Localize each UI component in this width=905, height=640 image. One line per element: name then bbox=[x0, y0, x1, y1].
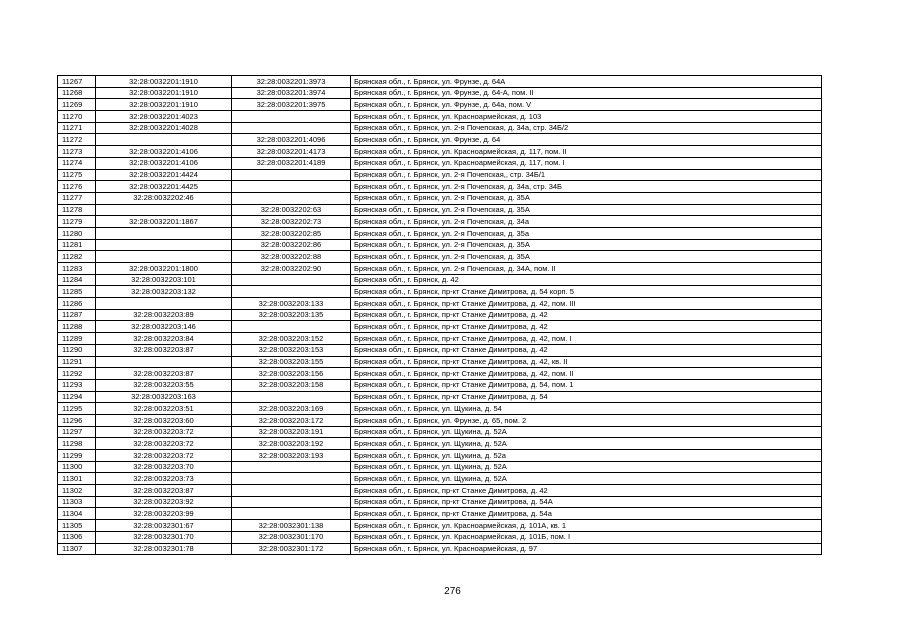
address-cell: Брянская обл., г. Брянск, д. 42 bbox=[351, 274, 822, 286]
address-cell: Брянская обл., г. Брянск, пр-кт Станке Димитрова, д. 42 bbox=[351, 309, 822, 321]
table-row bbox=[58, 157, 822, 169]
row-number-cell: 11294 bbox=[58, 391, 96, 403]
object-cadastral-number-cell bbox=[232, 321, 351, 333]
table-row bbox=[58, 192, 822, 204]
table-row bbox=[58, 251, 822, 263]
row-number-cell: 11281 bbox=[58, 239, 96, 251]
table-row bbox=[58, 76, 822, 88]
row-number-cell: 11272 bbox=[58, 134, 96, 146]
cadastral-number-cell: 32:28:0032201:1800 bbox=[96, 263, 232, 275]
table-row bbox=[58, 111, 822, 123]
address-cell: Брянская обл., г. Брянск, пр-кт Станке Димитрова, д. 54, пом. 1 bbox=[351, 379, 822, 391]
cadastral-number-cell bbox=[96, 298, 232, 310]
cadastral-number-cell: 32:28:0032203:132 bbox=[96, 286, 232, 298]
cadastral-number-cell: 32:28:0032203:70 bbox=[96, 461, 232, 473]
cadastral-number-cell: 32:28:0032202:46 bbox=[96, 192, 232, 204]
row-number-cell: 11270 bbox=[58, 111, 96, 123]
address-cell: Брянская обл., г. Брянск, пр-кт Станке Димитрова, д. 42, пом. I bbox=[351, 333, 822, 345]
row-number-cell: 11268 bbox=[58, 87, 96, 99]
row-number-cell: 11307 bbox=[58, 543, 96, 555]
table-row bbox=[58, 450, 822, 462]
object-cadastral-number-cell: 32:28:0032201:3975 bbox=[232, 99, 351, 111]
object-cadastral-number-cell bbox=[232, 274, 351, 286]
address-cell: Брянская обл., г. Брянск, ул. Щукина, д. 52А bbox=[351, 461, 822, 473]
cadastral-number-cell: 32:28:0032203:73 bbox=[96, 473, 232, 485]
row-number-cell: 11300 bbox=[58, 461, 96, 473]
address-cell: Брянская обл., г. Брянск, ул. Красноармейская, д. 117, пом. I bbox=[351, 157, 822, 169]
cadastral-number-cell: 32:28:0032203:72 bbox=[96, 450, 232, 462]
address-cell: Брянская обл., г. Брянск, ул. 2-я Почепская, д. 35А bbox=[351, 239, 822, 251]
object-cadastral-number-cell: 32:28:0032201:4189 bbox=[232, 157, 351, 169]
row-number-cell: 11303 bbox=[58, 496, 96, 508]
table-row bbox=[58, 473, 822, 485]
object-cadastral-number-cell bbox=[232, 461, 351, 473]
address-cell: Брянская обл., г. Брянск, ул. 2-я Почепская, д. 34А, пом. II bbox=[351, 263, 822, 275]
cadastral-number-cell: 32:28:0032201:4106 bbox=[96, 157, 232, 169]
registry-table-body bbox=[58, 76, 822, 555]
table-row bbox=[58, 333, 822, 345]
table-row bbox=[58, 403, 822, 415]
registry-table bbox=[57, 75, 822, 555]
address-cell: Брянская обл., г. Брянск, пр-кт Станке Димитрова, д. 42 bbox=[351, 321, 822, 333]
object-cadastral-number-cell: 32:28:0032203:169 bbox=[232, 403, 351, 415]
cadastral-number-cell: 32:28:0032203:84 bbox=[96, 333, 232, 345]
object-cadastral-number-cell: 32:28:0032202:88 bbox=[232, 251, 351, 263]
table-row bbox=[58, 321, 822, 333]
page-number: 276 bbox=[444, 586, 461, 597]
object-cadastral-number-cell: 32:28:0032203:193 bbox=[232, 450, 351, 462]
address-cell: Брянская обл., г. Брянск, ул. Красноармейская, д. 101А, кв. 1 bbox=[351, 520, 822, 532]
table-row bbox=[58, 391, 822, 403]
row-number-cell: 11285 bbox=[58, 286, 96, 298]
cadastral-number-cell: 32:28:0032201:1910 bbox=[96, 99, 232, 111]
table-row bbox=[58, 461, 822, 473]
address-cell: Брянская обл., г. Брянск, ул. Фрунзе, д. 64а, пом. V bbox=[351, 99, 822, 111]
address-cell: Брянская обл., г. Брянск, ул. Щукина, д. 52а bbox=[351, 450, 822, 462]
row-number-cell: 11298 bbox=[58, 438, 96, 450]
object-cadastral-number-cell: 32:28:0032201:4173 bbox=[232, 146, 351, 158]
row-number-cell: 11275 bbox=[58, 169, 96, 181]
cadastral-number-cell bbox=[96, 227, 232, 239]
table-row bbox=[58, 204, 822, 216]
table-row bbox=[58, 216, 822, 228]
row-number-cell: 11280 bbox=[58, 227, 96, 239]
table-row bbox=[58, 274, 822, 286]
object-cadastral-number-cell: 32:28:0032202:63 bbox=[232, 204, 351, 216]
object-cadastral-number-cell: 32:28:0032201:4096 bbox=[232, 134, 351, 146]
object-cadastral-number-cell bbox=[232, 485, 351, 497]
row-number-cell: 11297 bbox=[58, 426, 96, 438]
row-number-cell: 11288 bbox=[58, 321, 96, 333]
address-cell: Брянская обл., г. Брянск, ул. Красноармейская, д. 117, пом. II bbox=[351, 146, 822, 158]
object-cadastral-number-cell bbox=[232, 496, 351, 508]
object-cadastral-number-cell: 32:28:0032203:152 bbox=[232, 333, 351, 345]
cadastral-number-cell bbox=[96, 239, 232, 251]
row-number-cell: 11291 bbox=[58, 356, 96, 368]
address-cell: Брянская обл., г. Брянск, пр-кт Станке Димитрова, д. 42, пом. II bbox=[351, 368, 822, 380]
object-cadastral-number-cell bbox=[232, 181, 351, 193]
object-cadastral-number-cell bbox=[232, 391, 351, 403]
address-cell: Брянская обл., г. Брянск, пр-кт Станке Димитрова, д. 54А bbox=[351, 496, 822, 508]
object-cadastral-number-cell: 32:28:0032201:3974 bbox=[232, 87, 351, 99]
cadastral-number-cell: 32:28:0032203:60 bbox=[96, 414, 232, 426]
object-cadastral-number-cell: 32:28:0032202:90 bbox=[232, 263, 351, 275]
address-cell: Брянская обл., г. Брянск, ул. Щукина, д. 52А bbox=[351, 473, 822, 485]
table-row bbox=[58, 99, 822, 111]
cadastral-number-cell bbox=[96, 356, 232, 368]
address-cell: Брянская обл., г. Брянск, пр-кт Станке Димитрова, д. 42 bbox=[351, 344, 822, 356]
address-cell: Брянская обл., г. Брянск, ул. 2-я Почепская, д. 35а bbox=[351, 227, 822, 239]
cadastral-number-cell: 32:28:0032203:92 bbox=[96, 496, 232, 508]
row-number-cell: 11304 bbox=[58, 508, 96, 520]
row-number-cell: 11286 bbox=[58, 298, 96, 310]
object-cadastral-number-cell bbox=[232, 169, 351, 181]
address-cell: Брянская обл., г. Брянск, ул. 2-я Почепская, д. 35А bbox=[351, 204, 822, 216]
object-cadastral-number-cell: 32:28:0032301:138 bbox=[232, 520, 351, 532]
object-cadastral-number-cell: 32:28:0032203:158 bbox=[232, 379, 351, 391]
object-cadastral-number-cell: 32:28:0032203:155 bbox=[232, 356, 351, 368]
cadastral-number-cell: 32:28:0032203:89 bbox=[96, 309, 232, 321]
address-cell: Брянская обл., г. Брянск, ул. 2-я Почепская, д. 34а, стр. 34Б bbox=[351, 181, 822, 193]
object-cadastral-number-cell: 32:28:0032301:172 bbox=[232, 543, 351, 555]
address-cell: Брянская обл., г. Брянск, ул. Фрунзе, д. 64А bbox=[351, 76, 822, 88]
address-cell: Брянская обл., г. Брянск, ул. Фрунзе, д. 64 bbox=[351, 134, 822, 146]
cadastral-number-cell: 32:28:0032201:1910 bbox=[96, 76, 232, 88]
row-number-cell: 11289 bbox=[58, 333, 96, 345]
cadastral-number-cell: 32:28:0032201:1910 bbox=[96, 87, 232, 99]
row-number-cell: 11296 bbox=[58, 414, 96, 426]
cadastral-number-cell bbox=[96, 204, 232, 216]
cadastral-number-cell: 32:28:0032301:78 bbox=[96, 543, 232, 555]
table-row bbox=[58, 134, 822, 146]
row-number-cell: 11279 bbox=[58, 216, 96, 228]
cadastral-number-cell: 32:28:0032203:72 bbox=[96, 438, 232, 450]
table-row bbox=[58, 356, 822, 368]
cadastral-number-cell: 32:28:0032203:99 bbox=[96, 508, 232, 520]
address-cell: Брянская обл., г. Брянск, пр-кт Станке Димитрова, д. 42 bbox=[351, 485, 822, 497]
cadastral-number-cell: 32:28:0032203:51 bbox=[96, 403, 232, 415]
object-cadastral-number-cell: 32:28:0032203:133 bbox=[232, 298, 351, 310]
table-row bbox=[58, 496, 822, 508]
cadastral-number-cell bbox=[96, 251, 232, 263]
table-row bbox=[58, 286, 822, 298]
cadastral-number-cell: 32:28:0032203:87 bbox=[96, 344, 232, 356]
object-cadastral-number-cell bbox=[232, 473, 351, 485]
address-cell: Брянская обл., г. Брянск, ул. 2-я Почепская, д. 35А bbox=[351, 251, 822, 263]
table-row bbox=[58, 368, 822, 380]
table-row bbox=[58, 298, 822, 310]
object-cadastral-number-cell bbox=[232, 192, 351, 204]
address-cell: Брянская обл., г. Брянск, пр-кт Станке Димитрова, д. 42, пом. III bbox=[351, 298, 822, 310]
object-cadastral-number-cell bbox=[232, 508, 351, 520]
object-cadastral-number-cell bbox=[232, 122, 351, 134]
object-cadastral-number-cell: 32:28:0032203:153 bbox=[232, 344, 351, 356]
table-row bbox=[58, 379, 822, 391]
row-number-cell: 11301 bbox=[58, 473, 96, 485]
cadastral-number-cell: 32:28:0032203:163 bbox=[96, 391, 232, 403]
cadastral-number-cell: 32:28:0032203:101 bbox=[96, 274, 232, 286]
table-row bbox=[58, 309, 822, 321]
cadastral-number-cell bbox=[96, 134, 232, 146]
cadastral-number-cell: 32:28:0032301:70 bbox=[96, 531, 232, 543]
row-number-cell: 11269 bbox=[58, 99, 96, 111]
row-number-cell: 11287 bbox=[58, 309, 96, 321]
cadastral-number-cell: 32:28:0032203:146 bbox=[96, 321, 232, 333]
cadastral-number-cell: 32:28:0032203:72 bbox=[96, 426, 232, 438]
row-number-cell: 11295 bbox=[58, 403, 96, 415]
address-cell: Брянская обл., г. Брянск, ул. Красноармейская, д. 101Б, пом. I bbox=[351, 531, 822, 543]
address-cell: Брянская обл., г. Брянск, ул. 2-я Почепская, д. 34а, стр. 34Б/2 bbox=[351, 122, 822, 134]
object-cadastral-number-cell: 32:28:0032202:86 bbox=[232, 239, 351, 251]
object-cadastral-number-cell: 32:28:0032301:170 bbox=[232, 531, 351, 543]
table-row bbox=[58, 263, 822, 275]
table-row bbox=[58, 169, 822, 181]
cadastral-number-cell: 32:28:0032201:4028 bbox=[96, 122, 232, 134]
table-row bbox=[58, 531, 822, 543]
address-cell: Брянская обл., г. Брянск, ул. 2-я Почепская, д. 35А bbox=[351, 192, 822, 204]
row-number-cell: 11271 bbox=[58, 122, 96, 134]
table-row bbox=[58, 508, 822, 520]
row-number-cell: 11302 bbox=[58, 485, 96, 497]
object-cadastral-number-cell: 32:28:0032203:135 bbox=[232, 309, 351, 321]
object-cadastral-number-cell: 32:28:0032203:191 bbox=[232, 426, 351, 438]
table-row bbox=[58, 485, 822, 497]
object-cadastral-number-cell: 32:28:0032202:85 bbox=[232, 227, 351, 239]
address-cell: Брянская обл., г. Брянск, ул. 2-я Почепская,, стр. 34Б/1 bbox=[351, 169, 822, 181]
object-cadastral-number-cell: 32:28:0032203:172 bbox=[232, 414, 351, 426]
address-cell: Брянская обл., г. Брянск, ул. Красноармейская, д. 97 bbox=[351, 543, 822, 555]
address-cell: Брянская обл., г. Брянск, пр-кт Станке Димитрова, д. 54 корп. 5 bbox=[351, 286, 822, 298]
object-cadastral-number-cell bbox=[232, 111, 351, 123]
row-number-cell: 11290 bbox=[58, 344, 96, 356]
row-number-cell: 11292 bbox=[58, 368, 96, 380]
address-cell: Брянская обл., г. Брянск, ул. Красноармейская, д. 103 bbox=[351, 111, 822, 123]
table-row bbox=[58, 344, 822, 356]
row-number-cell: 11284 bbox=[58, 274, 96, 286]
row-number-cell: 11274 bbox=[58, 157, 96, 169]
cadastral-number-cell: 32:28:0032201:4424 bbox=[96, 169, 232, 181]
row-number-cell: 11267 bbox=[58, 76, 96, 88]
cadastral-number-cell: 32:28:0032201:1867 bbox=[96, 216, 232, 228]
table-row bbox=[58, 520, 822, 532]
table-row bbox=[58, 87, 822, 99]
cadastral-number-cell: 32:28:0032201:4425 bbox=[96, 181, 232, 193]
address-cell: Брянская обл., г. Брянск, ул. Щукина, д. 52А bbox=[351, 438, 822, 450]
object-cadastral-number-cell: 32:28:0032202:73 bbox=[232, 216, 351, 228]
table-row bbox=[58, 543, 822, 555]
table-row bbox=[58, 146, 822, 158]
table-row bbox=[58, 227, 822, 239]
cadastral-number-cell: 32:28:0032201:4106 bbox=[96, 146, 232, 158]
row-number-cell: 11276 bbox=[58, 181, 96, 193]
row-number-cell: 11306 bbox=[58, 531, 96, 543]
row-number-cell: 11283 bbox=[58, 263, 96, 275]
row-number-cell: 11299 bbox=[58, 450, 96, 462]
object-cadastral-number-cell bbox=[232, 286, 351, 298]
address-cell: Брянская обл., г. Брянск, ул. Щукина, д. 54 bbox=[351, 403, 822, 415]
object-cadastral-number-cell: 32:28:0032203:156 bbox=[232, 368, 351, 380]
address-cell: Брянская обл., г. Брянск, пр-кт Станке Димитрова, д. 54а bbox=[351, 508, 822, 520]
object-cadastral-number-cell: 32:28:0032201:3973 bbox=[232, 76, 351, 88]
cadastral-number-cell: 32:28:0032203:55 bbox=[96, 379, 232, 391]
cadastral-number-cell: 32:28:0032201:4023 bbox=[96, 111, 232, 123]
table-row bbox=[58, 414, 822, 426]
object-cadastral-number-cell: 32:28:0032203:192 bbox=[232, 438, 351, 450]
row-number-cell: 11278 bbox=[58, 204, 96, 216]
cadastral-number-cell: 32:28:0032203:87 bbox=[96, 485, 232, 497]
address-cell: Брянская обл., г. Брянск, ул. Щукина, д. 52А bbox=[351, 426, 822, 438]
row-number-cell: 11277 bbox=[58, 192, 96, 204]
address-cell: Брянская обл., г. Брянск, ул. Фрунзе, д. 64-А, пом. II bbox=[351, 87, 822, 99]
address-cell: Брянская обл., г. Брянск, ул. Фрунзе, д. 65, пом. 2 bbox=[351, 414, 822, 426]
row-number-cell: 11282 bbox=[58, 251, 96, 263]
table-row bbox=[58, 239, 822, 251]
table-row bbox=[58, 438, 822, 450]
cadastral-number-cell: 32:28:0032301:67 bbox=[96, 520, 232, 532]
table-row bbox=[58, 426, 822, 438]
address-cell: Брянская обл., г. Брянск, пр-кт Станке Димитрова, д. 42, кв. II bbox=[351, 356, 822, 368]
address-cell: Брянская обл., г. Брянск, пр-кт Станке Димитрова, д. 54 bbox=[351, 391, 822, 403]
table-row bbox=[58, 181, 822, 193]
row-number-cell: 11293 bbox=[58, 379, 96, 391]
row-number-cell: 11273 bbox=[58, 146, 96, 158]
address-cell: Брянская обл., г. Брянск, ул. 2-я Почепская, д. 34а bbox=[351, 216, 822, 228]
row-number-cell: 11305 bbox=[58, 520, 96, 532]
cadastral-number-cell: 32:28:0032203:87 bbox=[96, 368, 232, 380]
table-row bbox=[58, 122, 822, 134]
